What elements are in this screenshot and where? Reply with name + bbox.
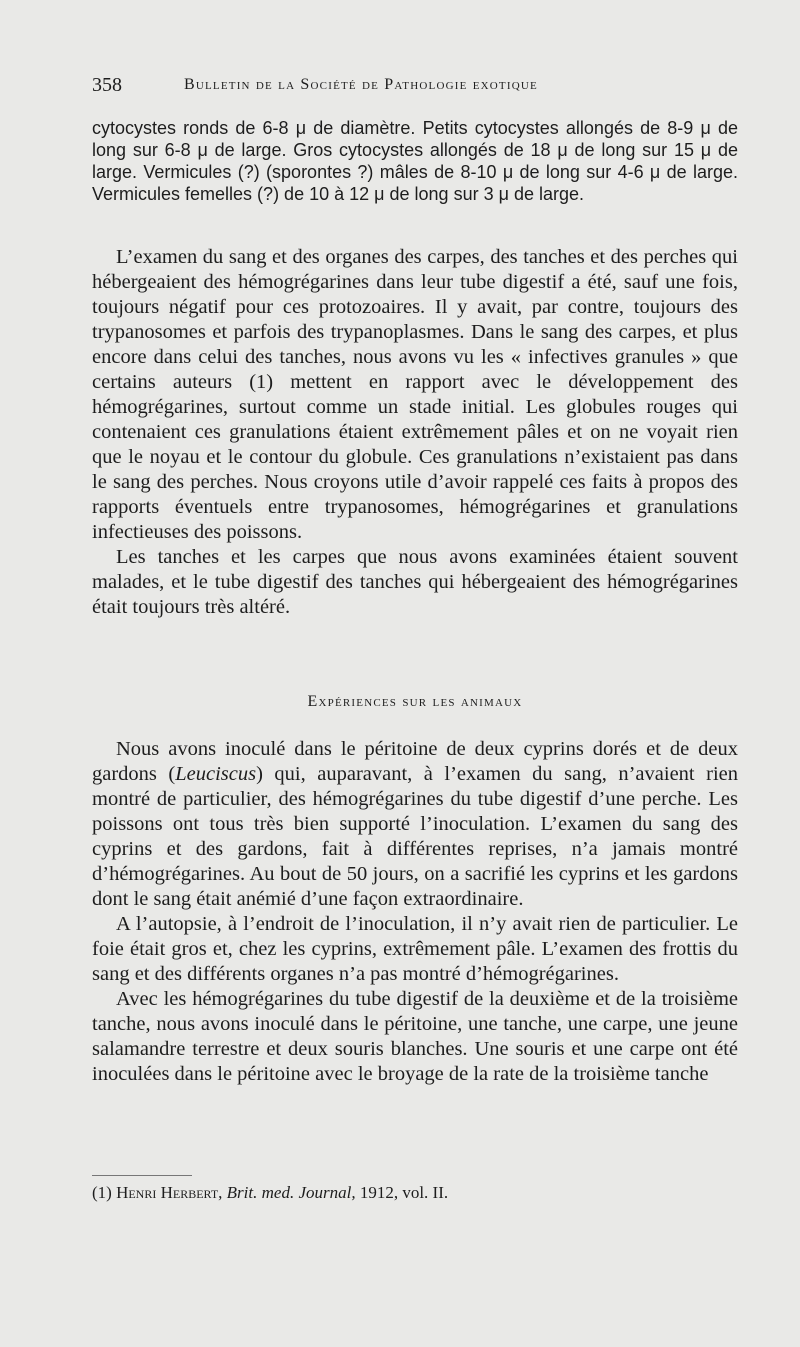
footnote-rest: 1912, vol. II. — [359, 1183, 449, 1202]
body-text-1 — [92, 245, 738, 620]
continued-paragraph: cytocystes ronds de 6-8 μ de diamètre. Petits cytocystes allongés de 8-9 μ de long sur 6-8 μ de large. Gros cytocystes allongés de 18 μ de long sur 15 μ de large. Vermicules (?) (sporontes ?) mâles de 8-10 μ de long sur 4-6 μ de large. Vermicules femelles (?) de 10 à 12 μ de long sur 3 μ de large. — [92, 118, 738, 204]
paragraph-hemogregarines: Avec les hémogrégarines du tube digestif de la deuxième et de la troisième tanche, nous avons inoculé dans le péritoine, une tanche, une carpe, une jeune salamandre terrestre et deux souris blanches. Une souris et une carpe ont été inoculées dans le péritoine avec le broyage de la rate de la troisième tanche — [92, 988, 738, 1085]
footnote-marker: (1) — [92, 1183, 112, 1202]
top-text-block — [92, 117, 738, 205]
page-number: 358 — [92, 74, 122, 96]
footnote-rule — [92, 1175, 192, 1176]
paragraph-tanches-carpes: Les tanches et les carpes que nous avons examinées étaient souvent malades, et le tube digestif des tanches qui hébergeaient des hémogrégarines était toujours très altéré. — [92, 546, 738, 618]
footnote-journal: Brit. med. Journal, — [226, 1183, 356, 1202]
footnote — [92, 1183, 448, 1203]
paragraph-autopsie: A l’autopsie, à l’endroit de l’inoculation, il n’y avait rien de particulier. Le foie était gros et, chez les cyprins, extrêmement pâle. L’examen des frottis du sang et des différents organes n’a pas montré d’hémogrégarines. — [92, 913, 738, 985]
running-title: Bulletin de la Société de Pathologie exotique — [184, 76, 538, 93]
italic-taxon: Leuciscus — [175, 763, 257, 785]
section-heading: Expériences sur les animaux — [307, 693, 523, 710]
text-run: Nous avons inoculé dans le péritoine de deux cyprins dorés et de deux gardons ( — [92, 738, 738, 785]
footnote-author: Henri Herbert, — [116, 1183, 223, 1202]
body-text-2 — [92, 737, 738, 1087]
running-header — [92, 72, 757, 104]
paragraph-inoculation — [92, 737, 738, 912]
text-run: ) qui, auparavant, à l’examen du sang, n’avaient rien montré de particulier, des hémogrégarines du tube digestif d’une perche. Les poissons ont tous très bien supporté l’inoculation. L’examen du sang des cyprins et des gardons, fait à différentes reprises, n’a jamais montré d’hémogrégarines. Au bout de 50 jours, on a sacrifié les cyprins et les gardons dont le sang était anémié d’une façon extraordinaire. — [92, 763, 738, 910]
paragraph-examen-sang: L’examen du sang et des organes des carpes, des tanches et des perches qui hébergeaient des hémogrégarines dans leur tube digestif a été, sauf une fois, toujours négatif pour ces protozoaires. Il y avait, par contre, toujours des trypanosomes et parfois des trypanoplasmes. Dans le sang des carpes, et plus encore dans celui des tanches, nous avons vu les « infectives granules » que certains auteurs (1) mettent en rapport avec le développement des hémogrégarines, surtout comme un stade initial. Les globules rouges qui contenaient ces granulations étaient extrêmement pâles et on ne voyait rien que le noyau et le contour du globule. Ces granulations n’existaient pas dans le sang des perches. Nous croyons utile d’avoir rappelé ces faits à propos des rapports éventuels entre trypanosomes, hémogrégarines et granulations infectieuses des poissons. — [92, 246, 738, 543]
